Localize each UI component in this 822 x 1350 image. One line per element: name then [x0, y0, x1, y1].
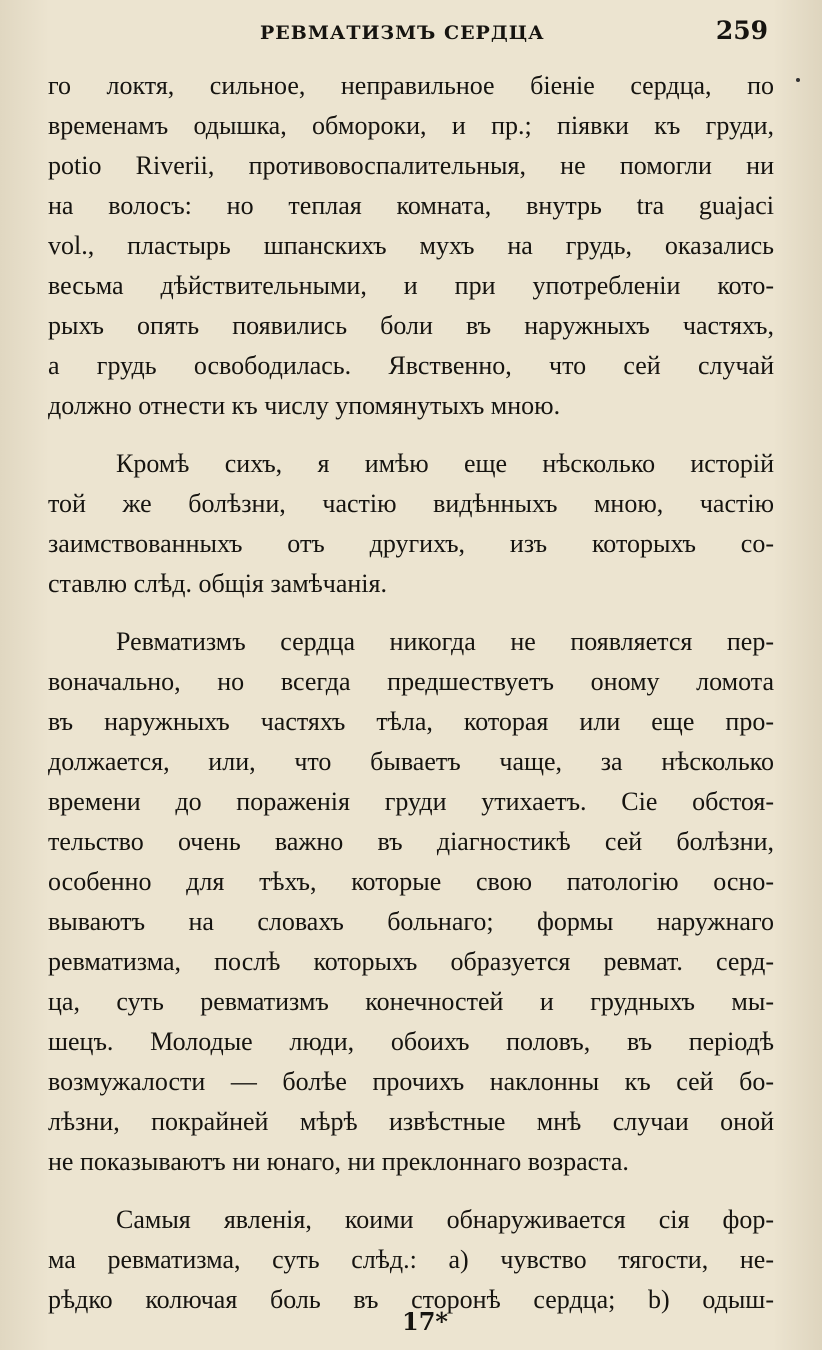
text-line: ревматизма, послѣ которыхъ образуется ревмат. серд-	[48, 947, 774, 976]
text-line: рѣдко колючая боль въ сторонѣ сердца; b) одыш-	[48, 1285, 774, 1314]
text-line: Ревматизмъ сердца никогда не появляется пер-	[116, 627, 774, 656]
text-line: должно отнести къ числу упомянутыхъ мною.	[48, 391, 561, 420]
text-line: заимствованныхъ отъ другихъ, изъ которыхъ со-	[48, 529, 774, 558]
text-line: рыхъ опять появились боли въ наружныхъ частяхъ,	[48, 311, 774, 340]
text-line: лѣзни, покрайней мѣрѣ извѣстные мнѣ случаи оной	[48, 1107, 774, 1136]
text-line: ма ревматизма, суть слѣд.: a) чувство тягости, не-	[48, 1245, 774, 1274]
text-line: шецъ. Молодые люди, обоихъ половъ, въ періодѣ	[48, 1027, 774, 1056]
paragraph-gap	[48, 604, 774, 622]
text-line: вываютъ на словахъ больнаго; формы наружнаго	[48, 907, 774, 936]
text-line: особенно для тѣхъ, которые свою патологію осно-	[48, 867, 774, 896]
body-text	[48, 66, 774, 1320]
text-line: временамъ одышка, обмороки, и пр.; піявки къ груди,	[48, 111, 774, 140]
text-line: а грудь освободилась. Явственно, что сей случай	[48, 351, 774, 380]
text-line: го локтя, сильное, неправильное біеніе сердца, по	[48, 71, 774, 100]
text-line: не показываютъ ни юнаго, ни преклоннаго возраста.	[48, 1147, 629, 1176]
text-line: той же болѣзни, частію видѣнныхъ мною, частію	[48, 489, 774, 518]
printer-signature: 17*	[402, 1307, 448, 1336]
text-line: ставлю слѣд. общія замѣчанія.	[48, 569, 387, 598]
text-line: vol., пластырь шпанскихъ мухъ на грудь, оказались	[48, 231, 774, 260]
text-line: въ наружныхъ частяхъ тѣла, которая или еще про-	[48, 707, 774, 736]
text-line: Самыя явленія, коими обнаруживается сія фор-	[116, 1205, 774, 1234]
paragraph	[48, 622, 774, 1182]
text-line: Кромѣ сихъ, я имѣю еще нѣсколько исторій	[116, 449, 774, 478]
paragraph	[48, 1200, 774, 1320]
paragraph-gap	[48, 426, 774, 444]
text-line: potio Riverii, противовоспалительныя, не помогли ни	[48, 151, 774, 180]
paragraph	[48, 66, 774, 426]
text-line: времени до пораженія груди утихаетъ. Сіе обстоя-	[48, 787, 774, 816]
text-line: возмужалости — болѣе прочихъ наклонны къ сей бо-	[48, 1067, 774, 1096]
text-line: весьма дѣйствительными, и при употребленіи кото-	[48, 271, 774, 300]
ink-speck	[796, 78, 800, 82]
text-line: на волосъ: но теплая комната, внутрь tra guajaci	[48, 191, 774, 220]
running-head: РЕВМАТИЗМЪ СЕРДЦА	[260, 22, 545, 44]
text-line: должается, или, что бываетъ чаще, за нѣсколько	[48, 747, 774, 776]
text-line: ца, суть ревматизмъ конечностей и грудныхъ мы-	[48, 987, 774, 1016]
paragraph-gap	[48, 1182, 774, 1200]
text-line: воначально, но всегда предшествуетъ оному ломота	[48, 667, 774, 696]
text-line: тельство очень важно въ діагностикѣ сей болѣзни,	[48, 827, 774, 856]
paragraph	[48, 444, 774, 604]
page-number: 259	[715, 16, 768, 45]
